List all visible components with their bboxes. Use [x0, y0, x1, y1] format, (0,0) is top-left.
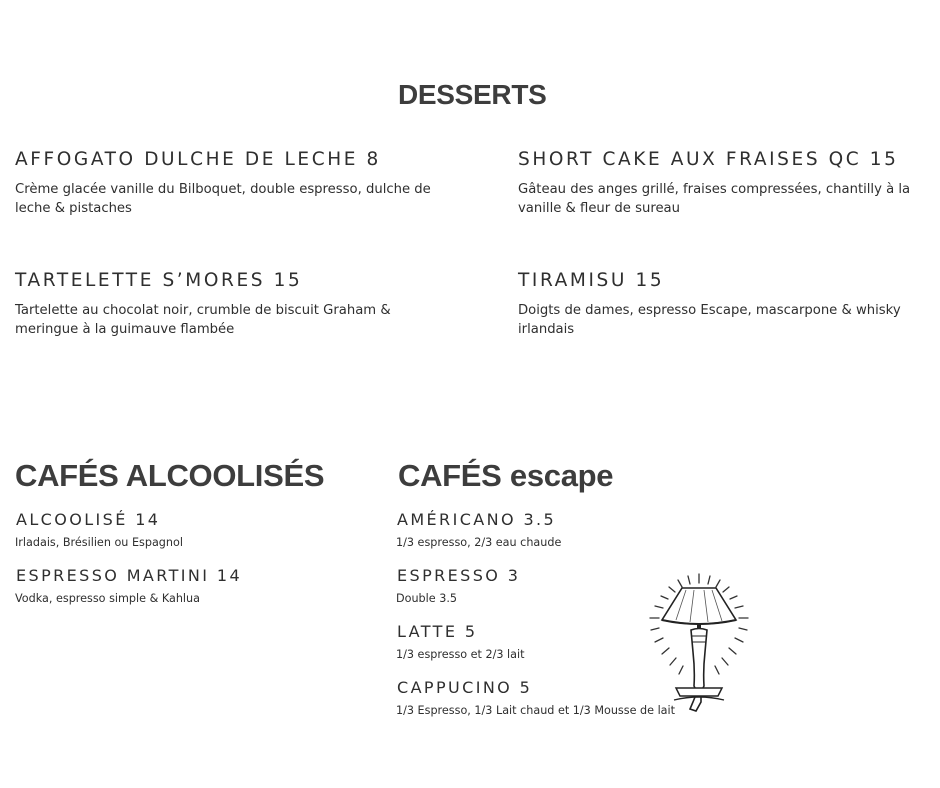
dessert-name: AFFOGATO DULCHE DE LECHE 8 [15, 149, 381, 170]
coffee-item-espresso [397, 566, 520, 606]
cafes-alcoolises-title: CAFÉS ALCOOLISÉS [15, 458, 325, 493]
coffee-name: ALCOOLISÉ 14 [16, 510, 161, 529]
dessert-item-tiramisu [518, 270, 936, 339]
dessert-item-short-cake [518, 149, 936, 218]
coffee-description: 1/3 espresso, 2/3 eau chaude [396, 536, 562, 549]
coffee-name: LATTE 5 [397, 622, 478, 641]
coffee-name: ESPRESSO 3 [397, 566, 521, 585]
coffee-item-cappucino [397, 678, 675, 718]
cafes-escape-title: CAFÉS escape [398, 458, 614, 493]
coffee-item-americano [397, 510, 561, 550]
dessert-name: TIRAMISU 15 [518, 270, 665, 291]
coffee-name: CAPPUCINO 5 [397, 678, 533, 697]
dessert-item-tartelette [15, 270, 440, 339]
coffee-name: AMÉRICANO 3.5 [397, 510, 557, 529]
dessert-name: TARTELETTE S’MORES 15 [15, 270, 303, 291]
dessert-description: Crème glacée vanille du Bilboquet, double espresso, dulche de leche & pistaches [15, 182, 431, 216]
dessert-description: Gâteau des anges grillé, fraises compressées, chantilly à la vanille & fleur de sureau [518, 182, 911, 216]
dessert-description: Tartelette au chocolat noir, crumble de biscuit Graham & meringue à la guimauve flambée [15, 303, 391, 337]
dessert-name: SHORT CAKE AUX FRAISES QC 15 [518, 149, 899, 170]
dessert-description: Doigts de dames, espresso Escape, mascarpone & whisky irlandais [518, 303, 901, 337]
coffee-description: Vodka, espresso simple & Kahlua [15, 592, 200, 605]
coffee-item-alcoolise [16, 510, 183, 550]
coffee-description: 1/3 Espresso, 1/3 Lait chaud et 1/3 Mousse de lait [396, 704, 676, 717]
coffee-item-espresso-martini [16, 566, 242, 606]
dessert-item-affogato [15, 149, 440, 218]
desserts-title: DESSERTS [398, 79, 547, 110]
leg-lamp-icon [646, 570, 752, 716]
coffee-name: ESPRESSO MARTINI 14 [16, 566, 243, 585]
coffee-description: 1/3 espresso et 2/3 lait [396, 648, 525, 661]
coffee-item-latte [397, 622, 525, 662]
coffee-description: Double 3.5 [396, 592, 457, 605]
coffee-description: Irladais, Brésilien ou Espagnol [15, 536, 183, 549]
